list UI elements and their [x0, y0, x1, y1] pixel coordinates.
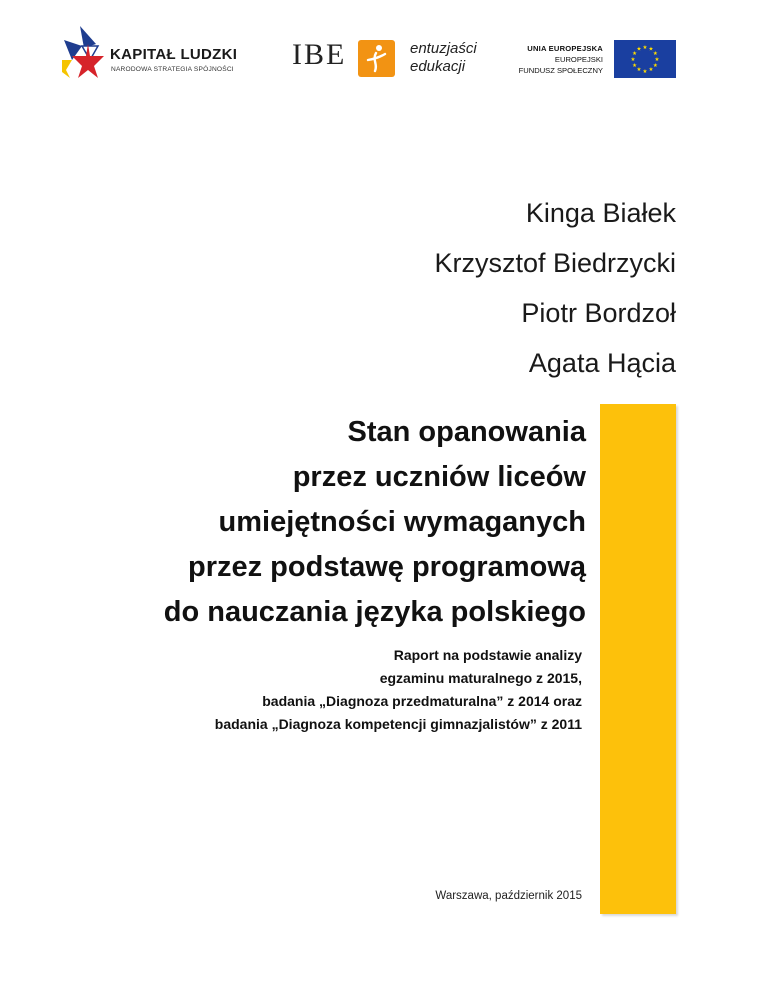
eu-label-line1: UNIA EUROPEJSKA — [527, 44, 603, 53]
author-name: Piotr Bordzoł — [521, 298, 676, 328]
eu-star-icon: ★ — [652, 62, 658, 69]
eu-star-icon: ★ — [630, 56, 636, 63]
kapital-ludzki-subtitle: NARODOWA STRATEGIA SPÓJNOŚCI — [111, 66, 234, 73]
author-name: Kinga Białek — [525, 198, 676, 228]
report-title-line: Stan opanowania — [347, 416, 586, 448]
eu-star-icon: ★ — [642, 44, 648, 51]
eu-label-line2: EUROPEJSKI — [554, 55, 603, 64]
ibe-tagline-line1: entuzjaści — [410, 40, 477, 57]
eu-star-icon: ★ — [648, 67, 654, 74]
ibe-logo-mark — [358, 40, 395, 77]
kapital-ludzki-logo-icon — [60, 26, 108, 80]
eu-star-icon: ★ — [652, 50, 658, 57]
author-name: Agata Hącia — [528, 348, 676, 378]
eu-flag-icon — [614, 40, 676, 78]
kapital-ludzki-title: KAPITAŁ LUDZKI — [110, 46, 238, 63]
ibe-tagline-line2: edukacji — [410, 58, 466, 75]
eu-star-icon: ★ — [654, 56, 660, 63]
eu-label-line3: FUNDUSZ SPOŁECZNY — [518, 66, 603, 75]
person-figure-icon — [358, 40, 395, 77]
report-title-line: przez podstawę programową — [187, 551, 586, 583]
eu-star-icon: ★ — [636, 46, 642, 53]
publication-place-date: Warszawa, październik 2015 — [435, 890, 582, 902]
report-title-line: do nauczania języka polskiego — [163, 596, 586, 628]
eu-star-icon: ★ — [636, 67, 642, 74]
eu-stars — [614, 40, 676, 78]
eu-star-icon: ★ — [642, 68, 648, 75]
eu-star-icon: ★ — [632, 50, 638, 57]
report-subtitle-line: badania „Diagnoza przedmaturalna” z 2014 oraz — [262, 693, 582, 709]
eu-star-icon: ★ — [632, 62, 638, 69]
report-subtitle-line: badania „Diagnoza kompetencji gimnazjalistów” z 2011 — [214, 716, 582, 732]
author-name: Krzysztof Biedrzycki — [434, 248, 676, 278]
decorative-side-bar — [600, 404, 676, 914]
report-subtitle-line: egzaminu maturalnego z 2015, — [379, 670, 582, 686]
report-title-line: przez uczniów liceów — [292, 461, 586, 493]
report-title-line: umiejętności wymaganych — [218, 506, 586, 538]
eu-star-icon: ★ — [648, 46, 654, 53]
ibe-logo-text: IBE — [292, 38, 347, 71]
report-subtitle-line: Raport na podstawie analizy — [393, 647, 582, 663]
